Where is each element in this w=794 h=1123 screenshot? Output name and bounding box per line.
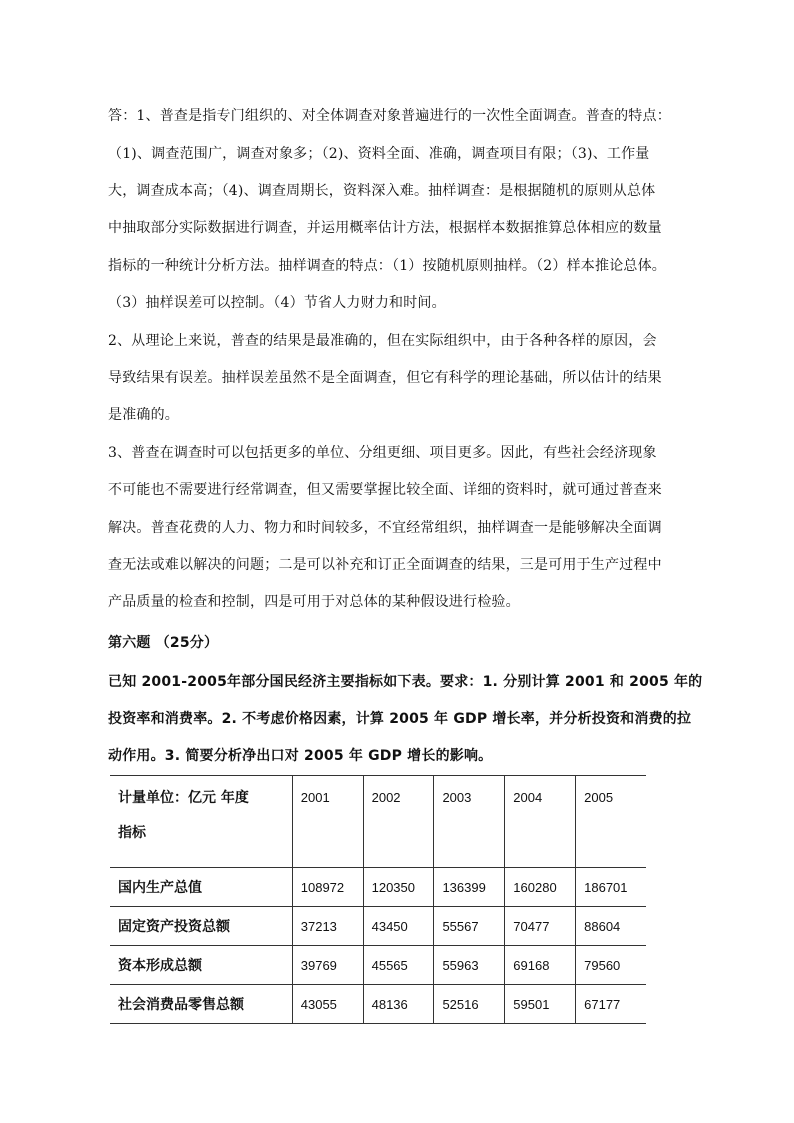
- table-cell: 37213: [292, 907, 363, 946]
- answer-line: 大，调查成本高；（4)、调查周期长，资料深入难。抽样调查：是根据随机的原则从总体: [108, 183, 656, 199]
- table-cell: 43450: [363, 907, 434, 946]
- row-label: 社会消费品零售总额: [110, 985, 292, 1024]
- table-cell: 88604: [576, 907, 646, 946]
- year-header: 2002: [363, 776, 434, 868]
- indicator-table: [110, 775, 646, 1024]
- table-row: [110, 907, 646, 946]
- table-header-corner: [110, 776, 292, 868]
- row-label: 固定资产投资总额: [110, 907, 292, 946]
- table-cell: 59501: [505, 985, 576, 1024]
- year-header: 2005: [576, 776, 646, 868]
- question-line: 动作用。3. 简要分析净出口对 2005 年 GDP 增长的影响。: [108, 748, 493, 764]
- question-line: 投资率和消费率。2. 不考虑价格因素，计算 2005 年 GDP 增长率，并分析投资和消费的拉: [108, 711, 692, 727]
- answer-line: 是准确的。: [108, 407, 179, 423]
- table-cell: 70477: [505, 907, 576, 946]
- table-cell: 67177: [576, 985, 646, 1024]
- table-cell: 120350: [363, 868, 434, 907]
- answer-line: 指标的一种统计分析方法。抽样调查的特点：（1）按随机原则抽样。（2）样本推论总体。: [108, 258, 667, 274]
- table-cell: 136399: [434, 868, 505, 907]
- table-cell: 186701: [576, 868, 646, 907]
- question-line: 已知 2001-2005年部分国民经济主要指标如下表。要求：1. 分别计算 2001 和 2005 年的: [108, 674, 703, 690]
- table-row: [110, 946, 646, 985]
- question-title: 第六题 （25分）: [108, 635, 219, 651]
- answer-line: 2、从理论上来说，普查的结果是最准确的，但在实际组织中，由于各种各样的原因，会: [108, 333, 657, 349]
- indicator-label: 指标: [118, 825, 146, 841]
- year-header: 2004: [505, 776, 576, 868]
- year-header: 2003: [434, 776, 505, 868]
- table-cell: 39769: [292, 946, 363, 985]
- table-cell: 45565: [363, 946, 434, 985]
- table-cell: 48136: [363, 985, 434, 1024]
- table-cell: 160280: [505, 868, 576, 907]
- unit-label: 计量单位：亿元 年度: [118, 790, 249, 806]
- answer-line: 中抽取部分实际数据进行调查，并运用概率估计方法，根据样本数据推算总体相应的数量: [108, 220, 662, 236]
- table-cell: 55963: [434, 946, 505, 985]
- answer-line: 产品质量的检查和控制，四是可用于对总体的某种假设进行检验。: [108, 594, 520, 610]
- answer-line: 查无法或难以解决的问题；二是可以补充和订正全面调查的结果，三是可用于生产过程中: [108, 557, 662, 573]
- table-cell: 69168: [505, 946, 576, 985]
- table-cell: 43055: [292, 985, 363, 1024]
- answer-line: （3）抽样误差可以控制。（4）节省人力财力和时间。: [108, 295, 446, 311]
- answer-line: 答：1、普查是指专门组织的、对全体调查对象普遍进行的一次性全面调查。普查的特点：: [108, 108, 671, 124]
- answer-line: 3、普查在调查时可以包括更多的单位、分组更细、项目更多。因此，有些社会经济现象: [108, 445, 657, 461]
- answer-line: 解决。普查花费的人力、物力和时间较多，不宜经常组织，抽样调查一是能够解决全面调: [108, 520, 662, 536]
- table-header-row: [110, 776, 646, 868]
- table-cell: 108972: [292, 868, 363, 907]
- answer-line: （1)、调查范围广，调查对象多；（2)、资料全面、准确，调查项目有限；（3)、工作量: [108, 146, 650, 162]
- table-cell: 52516: [434, 985, 505, 1024]
- table-row: [110, 868, 646, 907]
- row-label: 资本形成总额: [110, 946, 292, 985]
- table-cell: 79560: [576, 946, 646, 985]
- answer-line: 导致结果有误差。抽样误差虽然不是全面调查，但它有科学的理论基础，所以估计的结果: [108, 370, 662, 386]
- table-cell: 55567: [434, 907, 505, 946]
- answer-line: 不可能也不需要进行经常调查，但又需要掌握比较全面、详细的资料时，就可通过普查来: [108, 482, 662, 498]
- row-label: 国内生产总值: [110, 868, 292, 907]
- table-row: [110, 985, 646, 1024]
- year-header: 2001: [292, 776, 363, 868]
